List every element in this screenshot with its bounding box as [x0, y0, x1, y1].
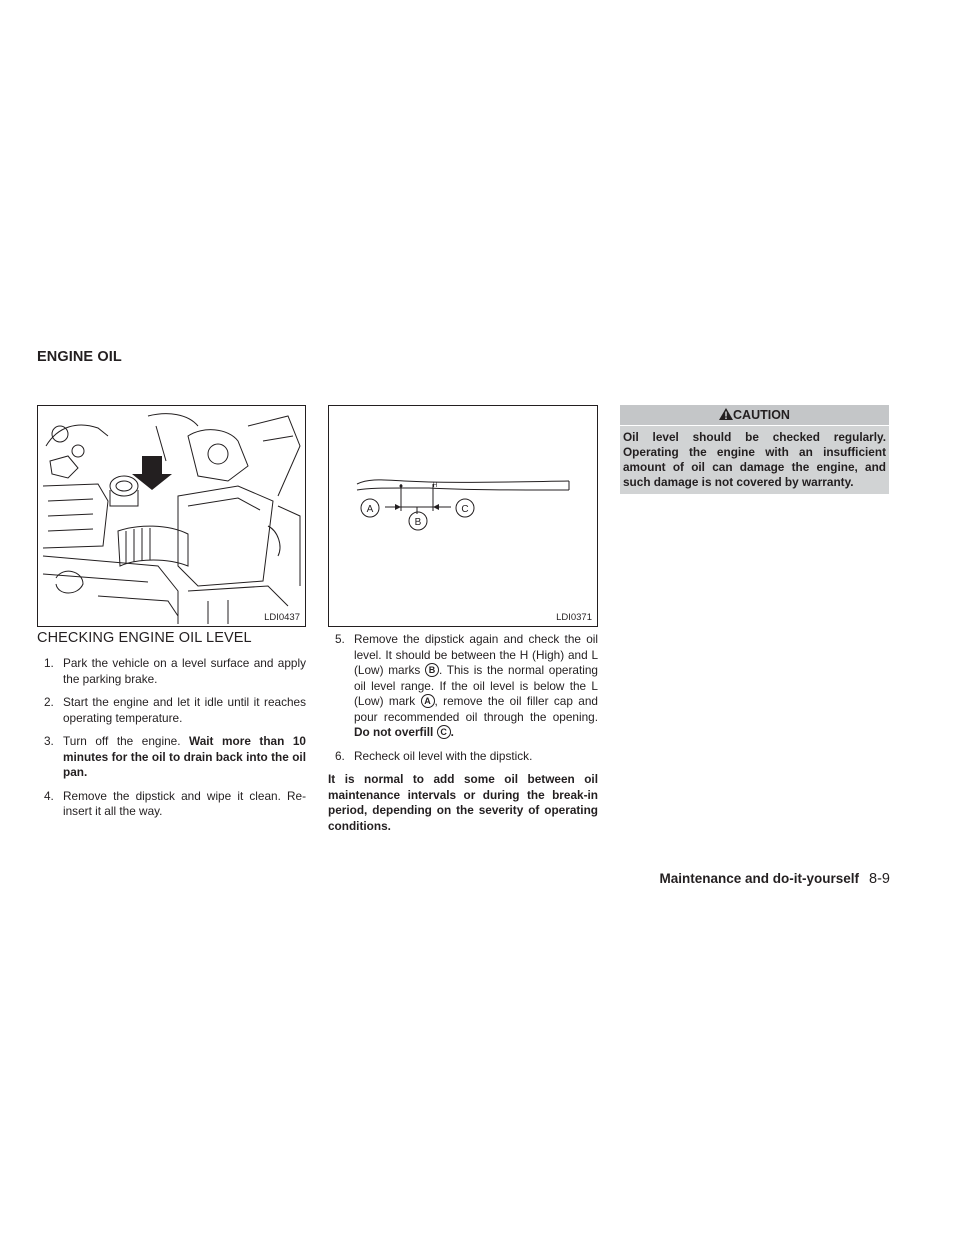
engine-compartment-figure — [37, 405, 306, 627]
list-item — [37, 695, 306, 726]
step-text: Remove the dipstick again and check the oil level. It should be between the H (High) and L (Low) marks — [354, 632, 598, 677]
footer-section: Maintenance and do-it-yourself — [659, 871, 860, 886]
middle-column — [328, 632, 598, 834]
step-text: Recheck oil level with the dipstick. — [354, 748, 533, 763]
steps-list-continued — [328, 632, 598, 764]
step-text: . This is the normal operating oil level range. If the oil level is below the L (Low) mark — [354, 663, 598, 708]
figure-label: LDI0371 — [556, 612, 592, 623]
callout-a: A — [366, 504, 374, 515]
step-text: Remove the dipstick and wipe it clean. Re-insert it all the way. — [63, 788, 306, 818]
dipstick-figure — [328, 405, 598, 627]
list-item — [328, 632, 598, 741]
left-column — [37, 656, 306, 828]
step-text: Park the vehicle on a level surface and apply the parking brake. — [63, 656, 306, 686]
page-footer — [660, 871, 891, 887]
step-text: Turn off the engine. — [63, 734, 190, 748]
step-text: Start the engine and let it idle until it reaches operating temperature. — [63, 695, 306, 725]
caution-title: CAUTION — [733, 408, 790, 422]
mark-a: A — [421, 694, 435, 708]
caution-header — [620, 405, 889, 426]
step-warning: Do not overfill — [354, 725, 437, 739]
warning-triangle-icon — [719, 408, 733, 420]
step-number: 6. — [335, 748, 345, 763]
step-number: 2. — [44, 695, 54, 709]
caution-box — [620, 405, 889, 494]
caution-text: Oil level should be checked regularly. Operating the engine with an insufficient amount of oil can damage the engine, and such damage is not covered by warranty. — [623, 430, 886, 489]
list-item — [328, 749, 598, 765]
list-item — [37, 789, 306, 820]
mark-c: C — [437, 725, 451, 739]
step-end: . — [450, 725, 454, 739]
step-text: , remove the oil filler cap and pour recommended oil through the opening. — [354, 694, 598, 724]
figure-label: LDI0437 — [264, 612, 300, 623]
section-title: ENGINE OIL — [37, 349, 122, 365]
maintenance-note: It is normal to add some oil between oil maintenance intervals or during the break-in period, depending on the severity of operating conditions. — [328, 772, 598, 833]
subheading: CHECKING ENGINE OIL LEVEL — [37, 630, 252, 646]
callout-b: B — [414, 517, 422, 528]
callout-c: C — [461, 504, 469, 515]
list-item — [37, 656, 306, 687]
step-number: 1. — [44, 656, 54, 670]
svg-text:H: H — [433, 483, 438, 489]
step-number: 4. — [44, 788, 54, 803]
steps-list — [37, 656, 306, 820]
step-number: 5. — [335, 632, 345, 646]
list-item — [37, 734, 306, 781]
page-number: 8-9 — [869, 871, 890, 887]
dipstick-illustration — [329, 406, 597, 626]
step-warning: Wait more than 10 minutes for the oil to drain back into the oil pan. — [63, 734, 306, 779]
step-number: 3. — [44, 734, 54, 748]
engine-compartment-illustration — [38, 406, 305, 626]
mark-b: B — [425, 663, 439, 677]
